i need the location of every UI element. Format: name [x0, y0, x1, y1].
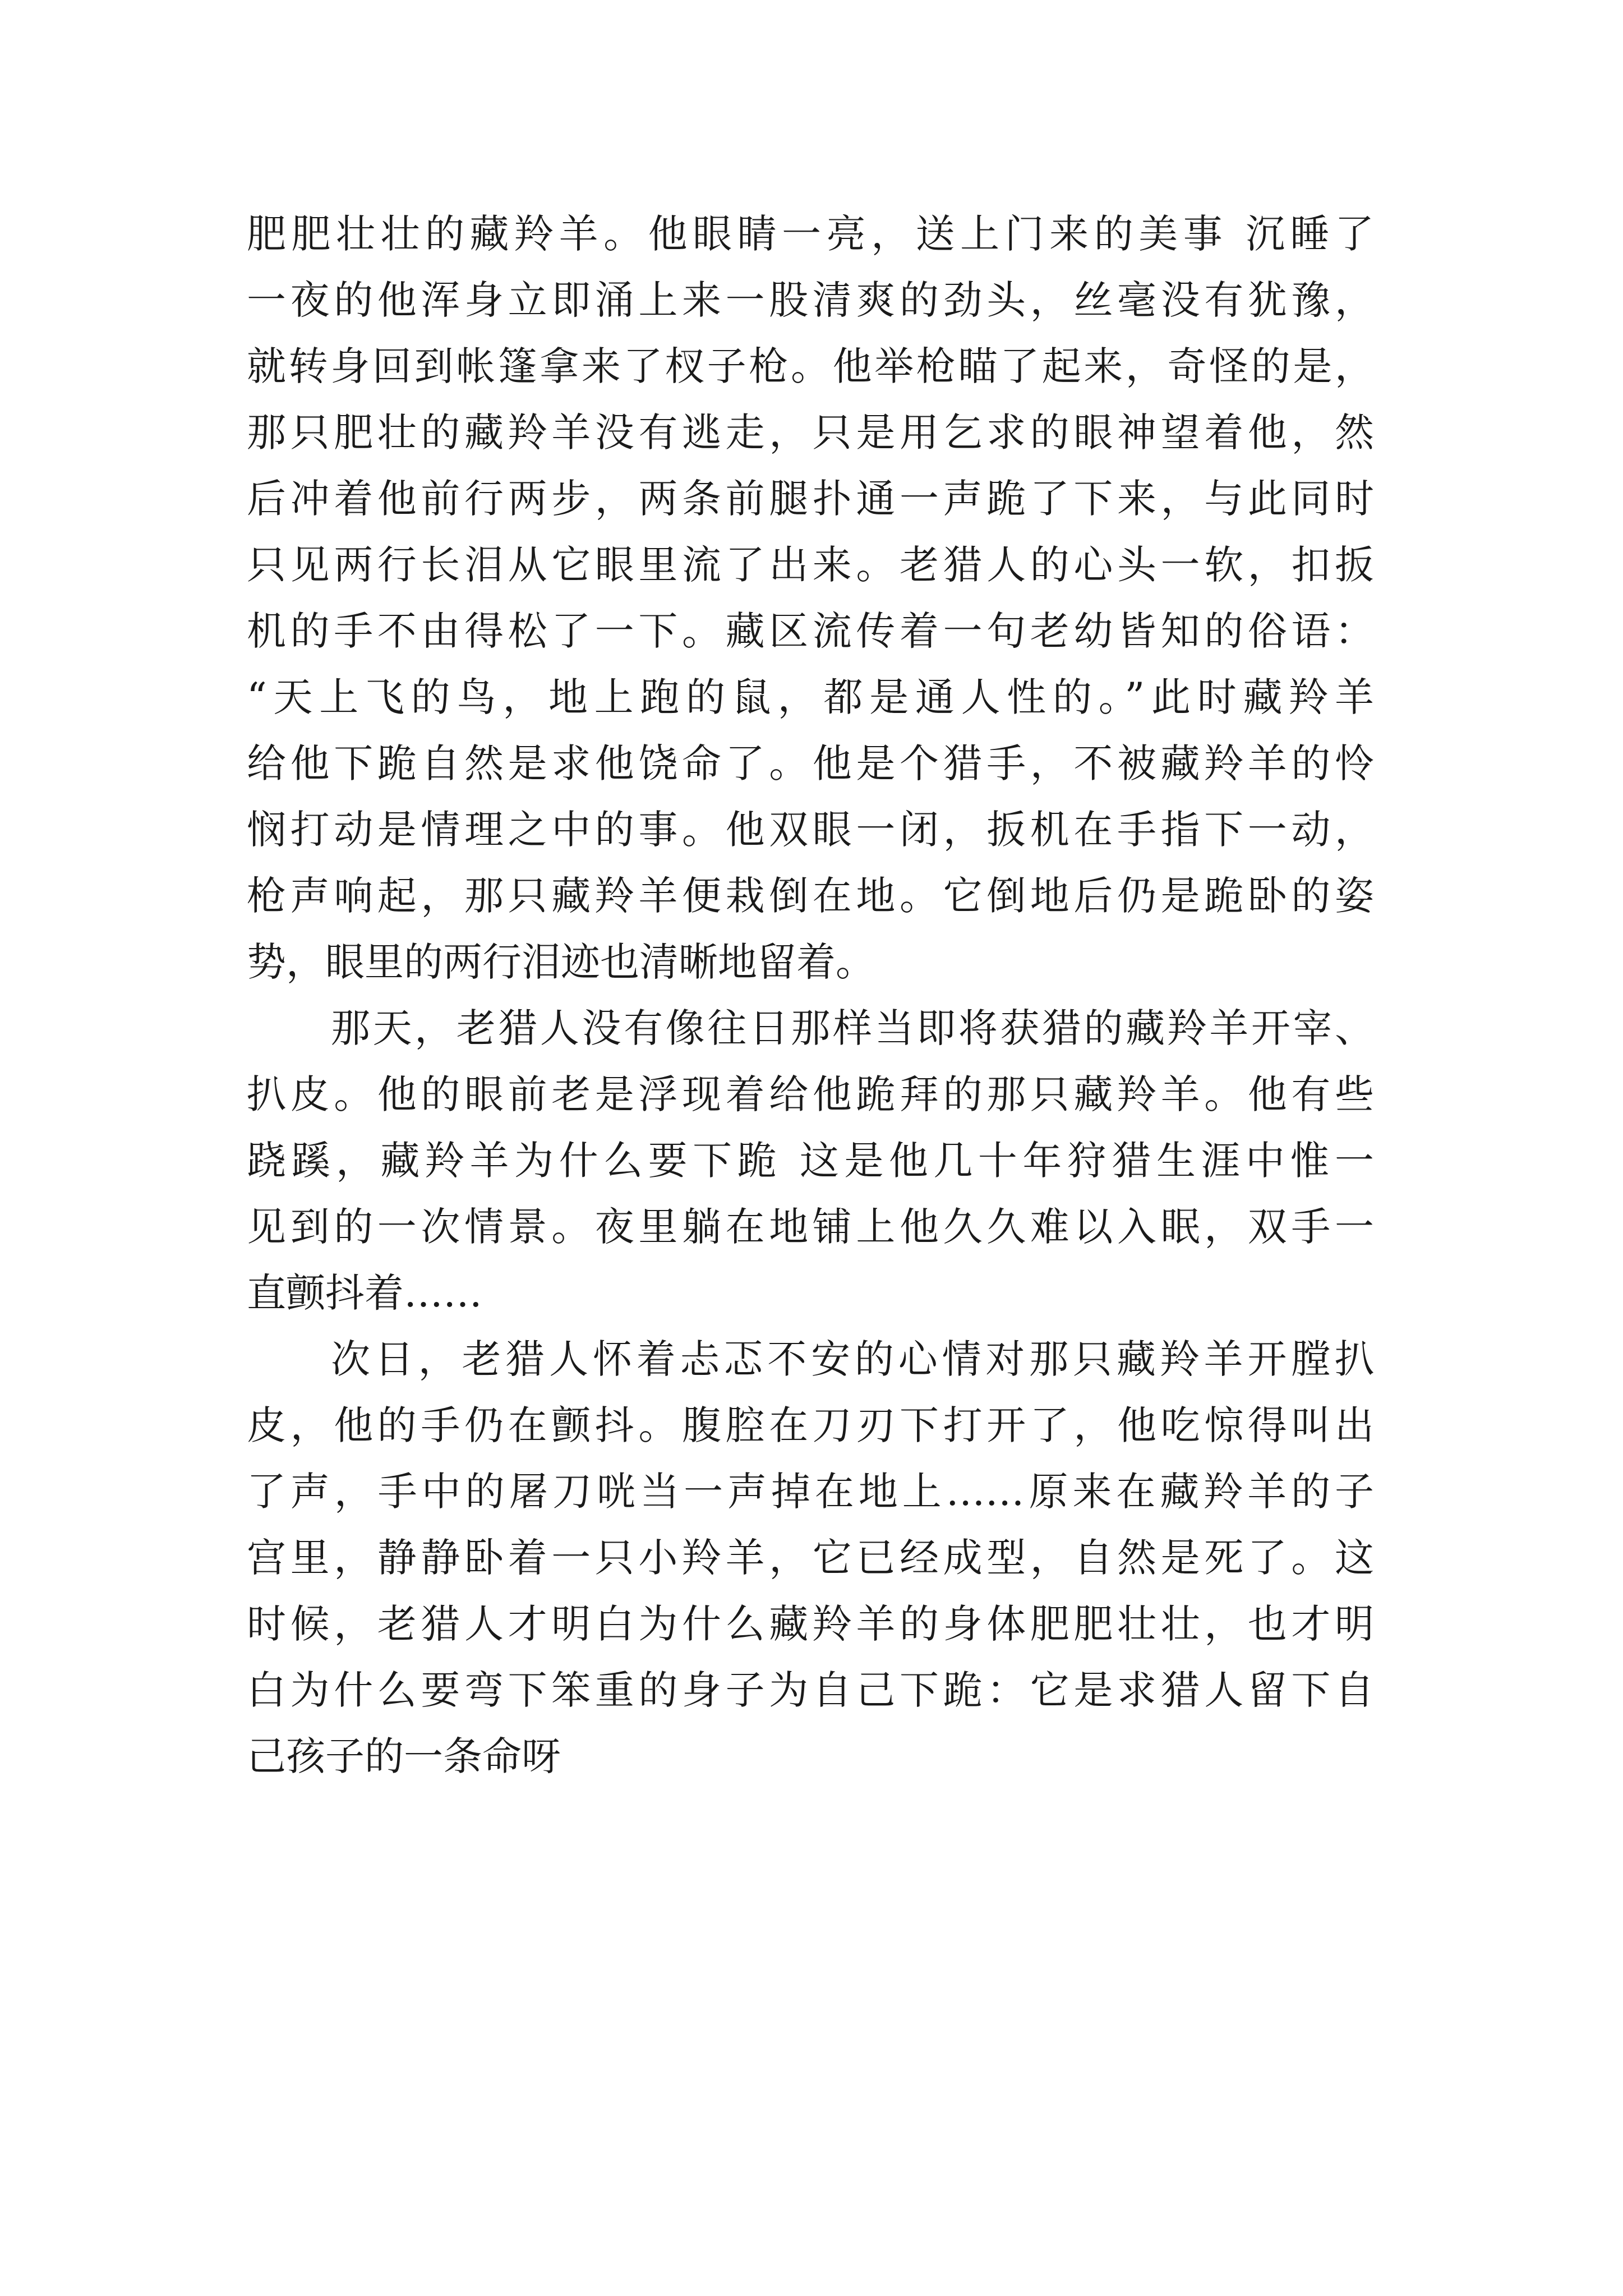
- text-line: 肥肥壮壮的藏羚羊。他眼睛一亮，送上门来的美事 沉睡了: [247, 211, 1374, 257]
- text-line: 扒皮。他的眼前老是浮现着给他跪拜的那只藏羚羊。他有些: [247, 1071, 1374, 1117]
- text-line: 皮，他的手仍在颤抖。腹腔在刀刃下打开了，他吃惊得叫出: [247, 1402, 1374, 1448]
- text-line: 后冲着他前行两步，两条前腿扑通一声跪了下来，与此同时: [247, 476, 1374, 522]
- text-line: 直颤抖着……: [247, 1270, 482, 1316]
- text-line: 白为什么要弯下笨重的身子为自己下跪：它是求猎人留下自: [247, 1667, 1374, 1713]
- text-line: 宫里，静静卧着一只小羚羊，它已经成型，自然是死了。这: [247, 1535, 1374, 1581]
- text-line: 了声，手中的屠刀咣当一声掉在地上……原来在藏羚羊的子: [247, 1469, 1374, 1515]
- text-line: 悯打动是情理之中的事。他双眼一闭，扳机在手指下一动，: [247, 807, 1374, 853]
- text-line: 跷蹊，藏羚羊为什么要下跪 这是他几十年狩猎生涯中惟一: [247, 1138, 1374, 1184]
- paragraph-first-line: 次日，老猎人怀着忐忑不安的心情对那只藏羚羊开膛扒: [331, 1336, 1374, 1382]
- text-line: 一夜的他浑身立即涌上来一股清爽的劲头，丝毫没有犹豫，: [247, 277, 1374, 323]
- text-line: 时候，老猎人才明白为什么藏羚羊的身体肥肥壮壮，也才明: [247, 1601, 1374, 1647]
- text-line: 就转身回到帐篷拿来了杈子枪。他举枪瞄了起来，奇怪的是，: [247, 343, 1374, 389]
- text-line: 只见两行长泪从它眼里流了出来。老猎人的心头一软，扣扳: [247, 542, 1374, 588]
- text-line: 机的手不由得松了一下。藏区流传着一句老幼皆知的俗语：: [247, 608, 1374, 654]
- paragraph-first-line: 那天，老猎人没有像往日那样当即将获猎的藏羚羊开宰、: [331, 1005, 1374, 1051]
- text-line: 己孩子的一条命呀: [247, 1733, 561, 1779]
- text-line: 势，眼里的两行泪迹也清晰地留着。: [247, 939, 875, 985]
- text-line: 见到的一次情景。夜里躺在地铺上他久久难以入眠，双手一: [247, 1204, 1374, 1250]
- body-text: [247, 201, 1424, 1789]
- text-line: 给他下跪自然是求他饶命了。他是个猎手，不被藏羚羊的怜: [247, 740, 1374, 786]
- text-line: “天上飞的鸟，地上跑的鼠，都是通人性的。”此时藏羚羊: [247, 674, 1374, 720]
- text-line: 枪声响起，那只藏羚羊便栽倒在地。它倒地后仍是跪卧的姿: [247, 873, 1374, 919]
- text-line: 那只肥壮的藏羚羊没有逃走，只是用乞求的眼神望着他，然: [247, 409, 1374, 455]
